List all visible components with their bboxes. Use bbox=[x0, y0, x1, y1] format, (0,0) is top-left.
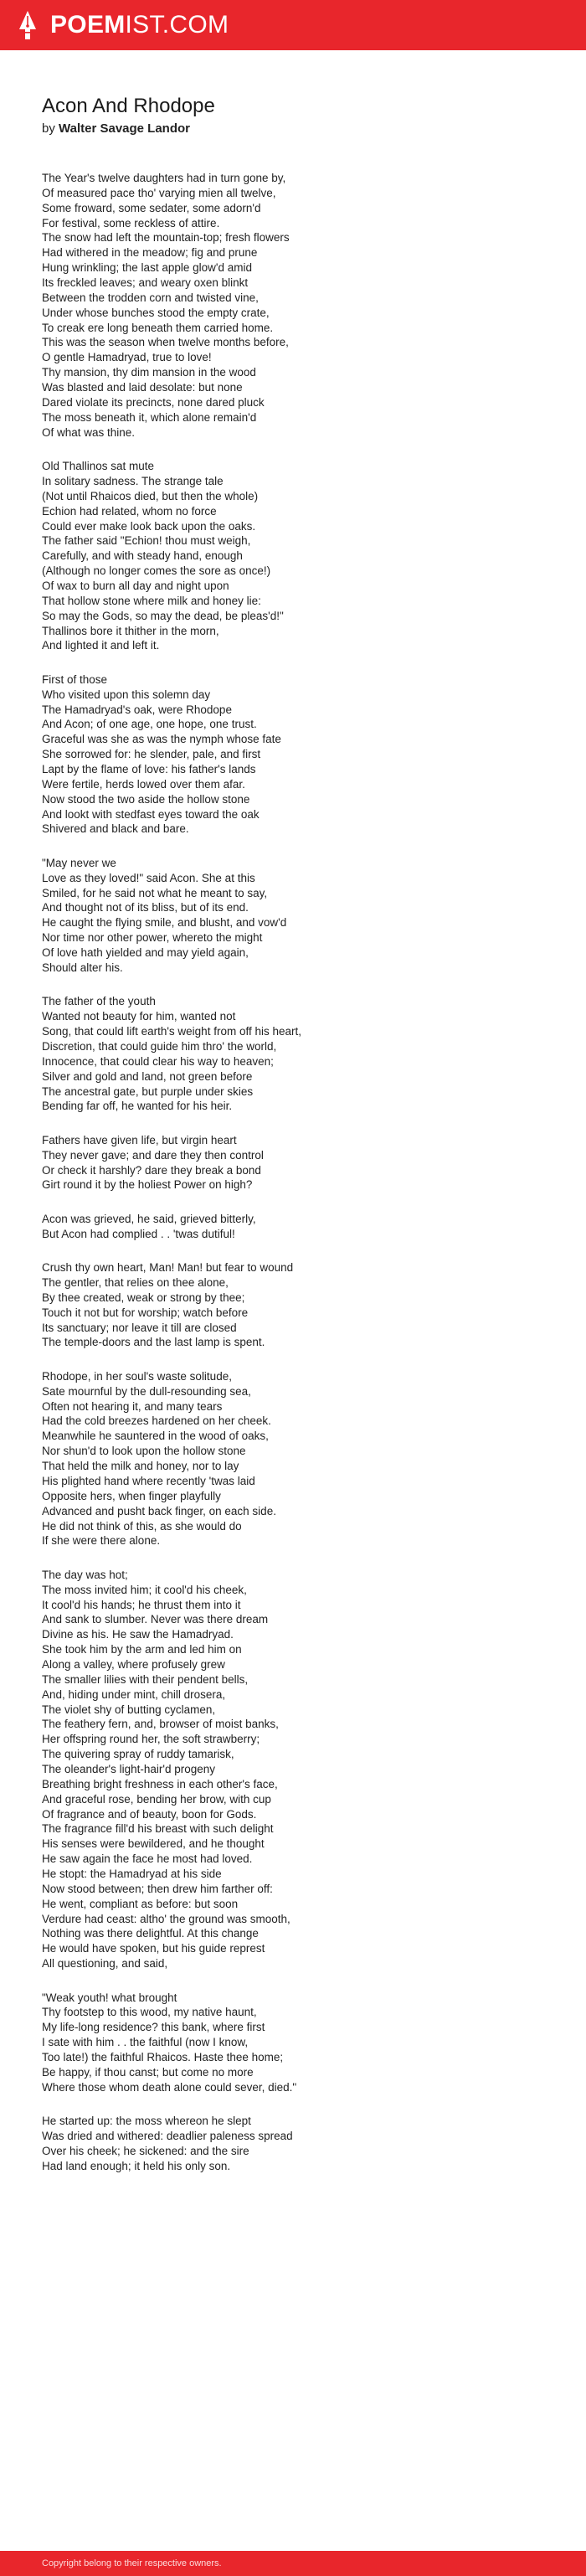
poem-stanza bbox=[42, 1212, 561, 1242]
poem-line: Rhodope, in her soul's waste solitude, bbox=[42, 1369, 232, 1383]
poem-stanza bbox=[42, 171, 561, 440]
poem-line: For festival, some reckless of attire. bbox=[42, 216, 220, 229]
poem-line: Or check it harshly? dare they break a bond bbox=[42, 1163, 261, 1177]
poem-line: Was blasted and laid desolate: but none bbox=[42, 381, 243, 394]
poem-line: Carefully, and with steady hand, enough bbox=[42, 549, 243, 563]
poem-line: Wanted not beauty for him, wanted not bbox=[42, 1010, 236, 1023]
poem-line: And graceful rose, bending her brow, with cup bbox=[42, 1792, 271, 1806]
poem-line: Under whose bunches stood the empty crate, bbox=[42, 306, 270, 319]
poem-line: The father said "Echion! thou must weigh, bbox=[42, 534, 251, 548]
poem-line: And, hiding under mint, chill drosera, bbox=[42, 1687, 226, 1701]
poem-line: Over his cheek; he sickened: and the sire bbox=[42, 2144, 249, 2157]
poem-line: Discretion, that could guide him thro' the world, bbox=[42, 1039, 277, 1053]
poem-line: The snow had left the mountain-top; fresh flowers bbox=[42, 231, 290, 245]
poem-line: Crush thy own heart, Man! Man! but fear to wound bbox=[42, 1261, 294, 1275]
poem-stanza bbox=[42, 1369, 561, 1548]
poem-line: Now stood the two aside the hollow stone bbox=[42, 792, 250, 806]
poem-line: Too late!) the faithful Rhaicos. Haste thee home; bbox=[42, 2051, 284, 2064]
poem-line: Of what was thine. bbox=[42, 425, 136, 439]
poem-line: He did not think of this, as she would do bbox=[42, 1519, 242, 1533]
poem-line: The quivering spray of ruddy tamarisk, bbox=[42, 1748, 234, 1761]
poem-line: Nor time nor other power, whereto the might bbox=[42, 931, 263, 945]
poem-line: Smiled, for he said not what he meant to say, bbox=[42, 886, 268, 899]
poem-line: Had the cold breezes hardened on her cheek. bbox=[42, 1414, 271, 1428]
poem-line: "May never we bbox=[42, 856, 116, 869]
brand-name-bold: POEM bbox=[50, 11, 126, 39]
poem-line: Be happy, if thou canst; but come no more bbox=[42, 2065, 254, 2079]
poem-line: He caught the flying smile, and blusht, and vow'd bbox=[42, 916, 287, 930]
poem-line: Its freckled leaves; and weary oxen blinkt bbox=[42, 276, 249, 290]
poem-line: Who visited upon this solemn day bbox=[42, 688, 211, 701]
poem-line: The fragrance fill'd his breast with such delight bbox=[42, 1822, 274, 1836]
poem-line: And Acon; of one age, one hope, one trust. bbox=[42, 718, 257, 731]
poem-line: Nothing was there delightful. At this change bbox=[42, 1927, 259, 1940]
poem-line: This was the season when twelve months before, bbox=[42, 336, 289, 349]
poem-stanza bbox=[42, 672, 561, 837]
byline-label: by bbox=[42, 121, 55, 136]
poem-line: The Hamadryad's oak, were Rhodope bbox=[42, 703, 232, 716]
poem-line: Girt round it by the holiest Power on high? bbox=[42, 1178, 253, 1192]
poem-line: The gentler, that relies on thee alone, bbox=[42, 1276, 229, 1290]
poem-line: And lookt with stedfast eyes toward the oak bbox=[42, 807, 260, 821]
poem-line: Opposite hers, when finger playfully bbox=[42, 1489, 221, 1502]
poem-line: Often not hearing it, and many tears bbox=[42, 1399, 223, 1413]
poem-line: And lighted it and left it. bbox=[42, 639, 160, 652]
poem-line: "Weak youth! what brought bbox=[42, 1991, 177, 2004]
poem-line: Could ever make look back upon the oaks. bbox=[42, 519, 256, 533]
poem-body bbox=[42, 171, 561, 2174]
poem-line: Dared violate its precincts, none dared pluck bbox=[42, 395, 265, 409]
poem-line: Touch it not but for worship; watch before bbox=[42, 1306, 249, 1319]
copyright-notice: Copyright belong to their respective owners. bbox=[42, 2558, 222, 2568]
poem-line: Hung wrinkling; the last apple glow'd amid bbox=[42, 261, 252, 275]
fountain-pen-icon bbox=[18, 10, 37, 40]
poem-line: My life-long residence? this bank, where first bbox=[42, 2021, 265, 2034]
poem-stanza bbox=[42, 994, 561, 1114]
poem-line: Thy footstep to this wood, my native haunt, bbox=[42, 2006, 257, 2019]
poem-line: In solitary sadness. The strange tale bbox=[42, 474, 224, 487]
poem-line: Of wax to burn all day and night upon bbox=[42, 579, 229, 592]
poem-line: The violet shy of butting cyclamen, bbox=[42, 1703, 216, 1716]
poem-line: O gentle Hamadryad, true to love! bbox=[42, 351, 212, 364]
poem-line: Breathing bright freshness in each other's face, bbox=[42, 1777, 278, 1790]
poem-line: Had land enough; it held his only son. bbox=[42, 2159, 231, 2172]
poem-line: She took him by the arm and led him on bbox=[42, 1643, 242, 1656]
brand-name bbox=[50, 13, 229, 38]
poem-stanza bbox=[42, 459, 561, 653]
poem-line: Echion had related, whom no force bbox=[42, 504, 217, 518]
poem-line: The moss beneath it, which alone remain'd bbox=[42, 410, 257, 424]
poem-line: But Acon had complied . . 'twas dutiful! bbox=[42, 1227, 235, 1240]
poem-line: Nor shun'd to look upon the hollow stone bbox=[42, 1445, 246, 1458]
poem-stanza bbox=[42, 2114, 561, 2173]
poem-line: Were fertile, herds lowed over them afar. bbox=[42, 777, 245, 791]
poem-line: The moss invited him; it cool'd his cheek, bbox=[42, 1583, 247, 1596]
poem-line: Of fragrance and of beauty, boon for Gods. bbox=[42, 1807, 257, 1821]
poem-line: Innocence, that could clear his way to heaven; bbox=[42, 1054, 274, 1068]
poem-line: Her offspring round her, the soft strawberry; bbox=[42, 1733, 260, 1746]
poem-line: He saw again the face he most had loved. bbox=[42, 1852, 253, 1866]
poem-line: Where those whom death alone could sever, died." bbox=[42, 2080, 297, 2094]
site-logo-link[interactable] bbox=[18, 10, 229, 40]
poem-line: To creak ere long beneath them carried home. bbox=[42, 321, 274, 334]
poem-line: He would have spoken, but his guide represt bbox=[42, 1942, 265, 1955]
poem-line: The feathery fern, and, browser of moist banks, bbox=[42, 1718, 279, 1731]
poem-stanza bbox=[42, 856, 561, 976]
poem-line: If she were there alone. bbox=[42, 1534, 161, 1548]
poem-line: Sate mournful by the dull-resounding sea, bbox=[42, 1384, 251, 1398]
poem-line: That hollow stone where milk and honey lie: bbox=[42, 594, 261, 607]
poem-line: Some froward, some sedater, some adorn'd bbox=[42, 201, 261, 214]
poem-line: Of love hath yielded and may yield again, bbox=[42, 946, 249, 960]
poem-line: And sank to slumber. Never was there dream bbox=[42, 1613, 269, 1626]
poem-line: Lapt by the flame of love: his father's lands bbox=[42, 762, 256, 775]
poem-line: He went, compliant as before: but soon bbox=[42, 1897, 239, 1910]
poem-title: Acon And Rhodope bbox=[42, 95, 215, 117]
poem-line: Shivered and black and bare. bbox=[42, 822, 189, 836]
poem-line: Should alter his. bbox=[42, 961, 123, 974]
poem-byline bbox=[42, 121, 561, 137]
poem-line: Thy mansion, thy dim mansion in the wood bbox=[42, 366, 256, 379]
poem-line: Old Thallinos sat mute bbox=[42, 460, 155, 473]
poem-line: Silver and gold and land, not green before bbox=[42, 1069, 253, 1083]
poem-line: Bending far off, he wanted for his heir. bbox=[42, 1100, 233, 1113]
poem-line: The Year's twelve daughters had in turn gone by, bbox=[42, 172, 286, 184]
poem-line: They never gave; and dare they then control bbox=[42, 1148, 264, 1162]
author-link[interactable]: Walter Savage Landor bbox=[59, 121, 191, 136]
poem-line: Of measured pace tho' varying mien all twelve, bbox=[42, 186, 276, 199]
poem-line: Thallinos bore it thither in the morn, bbox=[42, 624, 219, 637]
poem-line: She sorrowed for: he slender, pale, and first bbox=[42, 748, 261, 761]
poem-line: It cool'd his hands; he thrust them into it bbox=[42, 1598, 241, 1611]
poem-line: So may the Gods, so may the dead, be pleas'd!" bbox=[42, 609, 284, 622]
poem-line: That held the milk and honey, nor to lay bbox=[42, 1460, 239, 1473]
poem-line: Song, that could lift earth's weight from off his heart, bbox=[42, 1025, 301, 1038]
poem-line: I sate with him . . the faithful (now I know, bbox=[42, 2036, 249, 2049]
poem-line: The father of the youth bbox=[42, 995, 156, 1008]
poem-line: The oleander's light-hair'd progeny bbox=[42, 1762, 216, 1775]
poem-line: By thee created, weak or strong by thee; bbox=[42, 1291, 245, 1304]
poem-line: Graceful was she as was the nymph whose fate bbox=[42, 733, 281, 746]
poem-line: Fathers have given life, but virgin heart bbox=[42, 1133, 237, 1146]
poem-line: The ancestral gate, but purple under skies bbox=[42, 1084, 254, 1098]
poem-line: (Not until Rhaicos died, but then the whole) bbox=[42, 489, 259, 502]
poem-line: Advanced and pusht back finger, on each side. bbox=[42, 1504, 276, 1517]
poem-line: The smaller lilies with their pendent bells, bbox=[42, 1672, 249, 1686]
poem-stanza bbox=[42, 1133, 561, 1193]
poem-stanza bbox=[42, 1991, 561, 2095]
site-footer bbox=[0, 2551, 586, 2576]
poem-line: (Although no longer comes the sore as once!) bbox=[42, 564, 271, 578]
poem-line: Was dried and withered: deadlier paleness spread bbox=[42, 2130, 293, 2143]
poem-line: All questioning, and said, bbox=[42, 1957, 168, 1971]
poem-line: He stopt: the Hamadryad at his side bbox=[42, 1868, 222, 1880]
poem-line: Had withered in the meadow; fig and prune bbox=[42, 246, 258, 260]
poem-line: Acon was grieved, he said, grieved bitterly, bbox=[42, 1212, 256, 1225]
poem-line: The day was hot; bbox=[42, 1568, 128, 1581]
poem-line: He started up: the moss whereon he slept bbox=[42, 2115, 251, 2128]
poem-content bbox=[42, 94, 561, 2192]
poem-line: Meanwhile he sauntered in the wood of oaks, bbox=[42, 1430, 269, 1443]
poem-line: And thought not of its bliss, but of its end. bbox=[42, 901, 249, 914]
poem-line: Now stood between; then drew him farther off: bbox=[42, 1882, 273, 1895]
poem-stanza bbox=[42, 1260, 561, 1350]
poem-line: Divine as his. He saw the Hamadryad. bbox=[42, 1628, 234, 1641]
poem-stanza bbox=[42, 1568, 561, 1971]
poem-line: The temple-doors and the last lamp is spent. bbox=[42, 1336, 265, 1349]
site-header bbox=[0, 0, 586, 50]
poem-line: Between the trodden corn and twisted vine, bbox=[42, 291, 259, 304]
poem-line: First of those bbox=[42, 672, 108, 686]
poem-line: Its sanctuary; nor leave it till are closed bbox=[42, 1321, 237, 1334]
poem-line: Love as they loved!" said Acon. She at this bbox=[42, 871, 255, 884]
poem-line: His senses were bewildered, and he thought bbox=[42, 1837, 265, 1851]
brand-name-light: IST.COM bbox=[125, 11, 229, 39]
poem-line: His plighted hand where recently 'twas laid bbox=[42, 1474, 255, 1487]
poem-line: Verdure had ceast: altho' the ground was smooth, bbox=[42, 1912, 290, 1925]
poem-line: Along a valley, where profusely grew bbox=[42, 1657, 225, 1671]
